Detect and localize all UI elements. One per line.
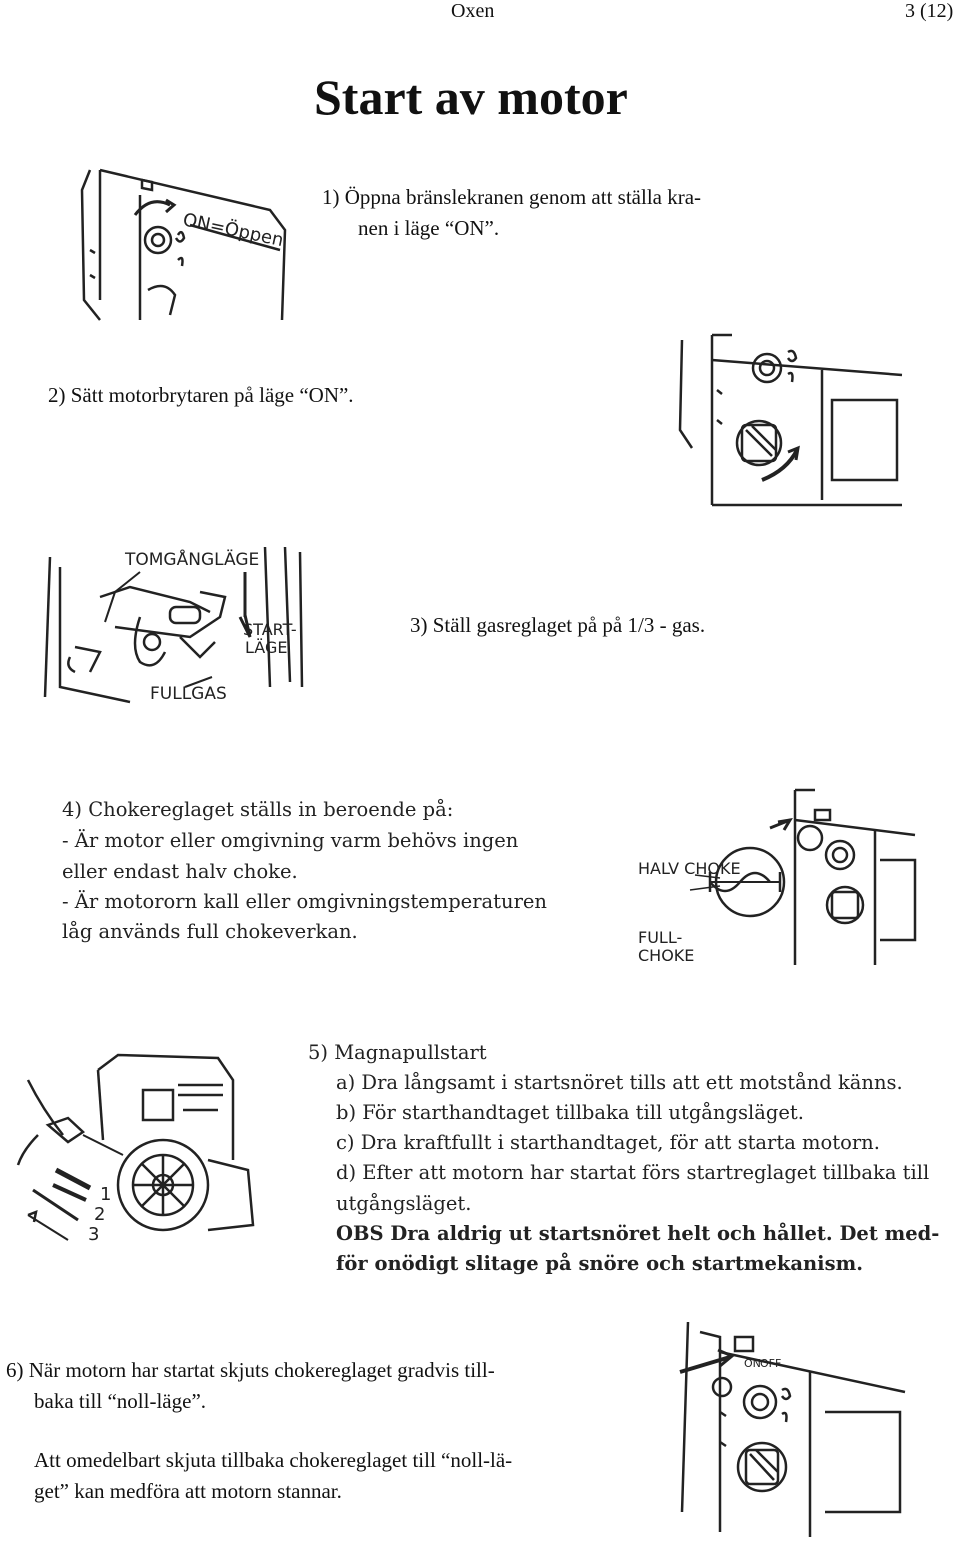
- step-5-line-a: a) Dra långsamt i startsnöret tills att ett motstånd känns.: [336, 1071, 903, 1094]
- choke-illustration: [630, 780, 930, 970]
- step-5-warning-line-2: för onödigt slitage på snöre och startmekanism.: [336, 1252, 863, 1275]
- choke-full-label-2: CHOKE: [638, 946, 695, 965]
- step-5-line-d: d) Efter att motorn har startat förs startreglaget tillbaka till: [336, 1161, 930, 1184]
- fuel-tap-label: ON=Öppen: [180, 209, 286, 252]
- step-1-line-2: nen i läge “ON”.: [358, 216, 500, 240]
- step-2-text: 2) Sätt motorbrytaren på läge “ON”.: [48, 383, 354, 407]
- step-5-line-d-cont: utgångsläget.: [336, 1192, 472, 1215]
- page-number: 3 (12): [905, 0, 954, 22]
- step-4-line-5: låg används full chokeverkan.: [62, 920, 358, 943]
- step-6-note-line-2: get” kan medföra att motorn stannar.: [34, 1479, 342, 1503]
- step-1-line-1: 1) Öppna bränslekranen genom att ställa kra-: [322, 185, 702, 209]
- switch-on-label: ON: [744, 1357, 761, 1370]
- recoil-step-3: 3: [88, 1224, 100, 1245]
- page-title: Start av motor: [314, 69, 628, 125]
- step-3-text: 3) Ställ gasreglaget på på 1/3 - gas.: [410, 613, 706, 637]
- recoil-starter-illustration: [8, 1040, 268, 1250]
- step-4-line-2: - Är motor eller omgivning varm behövs ingen: [62, 829, 519, 852]
- step-6-note-line-1: Att omedelbart skjuta tillbaka chokereglaget till “noll-lä-: [34, 1448, 513, 1472]
- engine-switch-illustration: [672, 330, 912, 510]
- throttle-start-label-2: LÄGE: [245, 638, 288, 657]
- step-4-line-4: - Är motororn kall eller omgivningstemperaturen: [62, 890, 547, 913]
- choke-half-label: HALV CHOKE: [638, 859, 741, 878]
- recoil-step-1: 1: [100, 1184, 112, 1205]
- throttle-illustration: [40, 537, 320, 717]
- choke-full-label-1: FULL-: [638, 928, 683, 947]
- step-5-heading: 5) Magnapullstart: [308, 1041, 487, 1064]
- step-6-line-1: 6) När motorn har startat skjuts chokereglaget gradvis till-: [6, 1358, 495, 1382]
- step-5-warning-line-1: OBS Dra aldrig ut startsnöret helt och hållet. Det med-: [336, 1222, 940, 1245]
- step-5-line-c: c) Dra kraftfullt i starthandtaget, för att starta motorn.: [336, 1131, 880, 1154]
- header-title: Oxen: [451, 0, 495, 22]
- throttle-full-label: FULLGAS: [150, 684, 227, 704]
- step-4-line-3: eller endast halv choke.: [62, 860, 298, 883]
- step-4-line-1: 4) Chokereglaget ställs in beroende på:: [62, 798, 454, 821]
- step-5-line-b: b) För starthandtaget tillbaka till utgångsläget.: [336, 1101, 804, 1124]
- recoil-step-2: 2: [94, 1204, 106, 1225]
- choke-reset-illustration: [660, 1312, 920, 1542]
- fuel-tap-illustration: [70, 150, 300, 340]
- switch-off-label: OFF: [760, 1357, 782, 1370]
- throttle-idle-label: TOMGÅNGLÄGE: [125, 550, 260, 570]
- throttle-start-label-1: START-: [243, 620, 297, 639]
- step-6-line-2: baka till “noll-läge”.: [34, 1389, 207, 1413]
